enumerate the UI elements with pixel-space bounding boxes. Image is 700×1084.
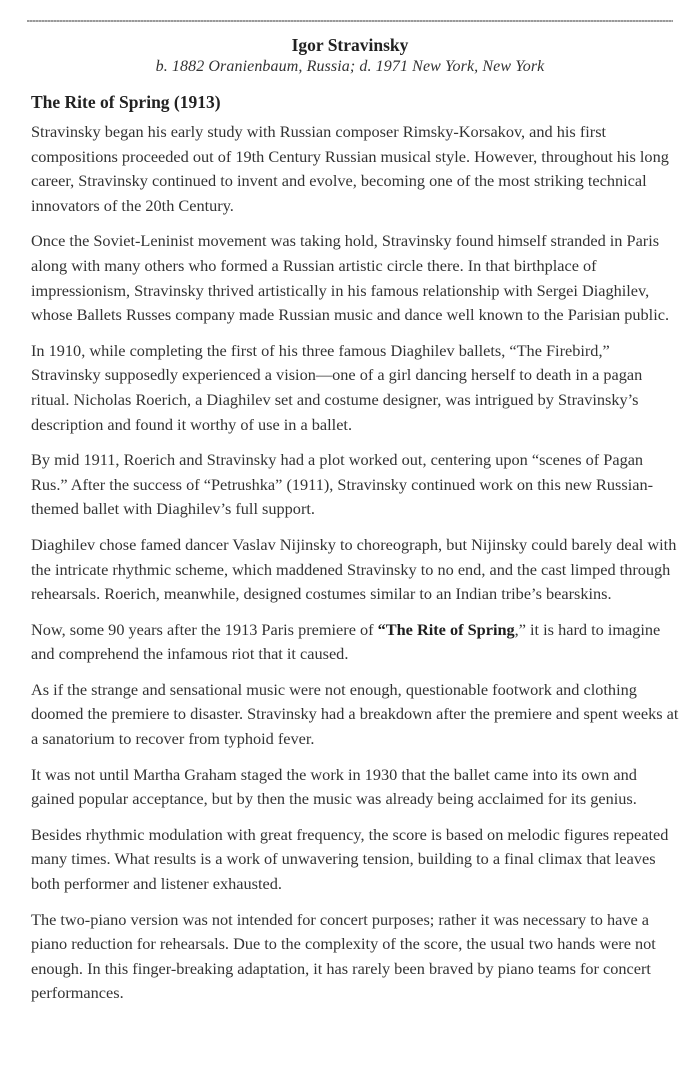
top-rule xyxy=(27,20,673,22)
composer-header xyxy=(0,34,700,78)
paragraph-premiere xyxy=(31,618,681,667)
paragraph: By mid 1911, Roerich and Stravinsky had a plot worked out, centering upon “scenes of Pagan Rus.” After the success of “Petrushka” (1911), Stravinsky continued work on this new Russian-themed ballet with Diaghilev’s full support. xyxy=(31,450,654,519)
paragraph: Besides rhythmic modulation with great frequency, the score is based on melodic figures repeated many times. What results is a work of unwavering tension, building to a final climax that leaves both performer and listener exhausted. xyxy=(31,824,669,894)
paragraph: Once the Soviet-Leninist movement was taking hold, Stravinsky found himself stranded in Paris along with many others who formed a Russian artistic circle there. In that birthplace of impressionism, Stravinsky thrived artistically in his famous relationship with Sergei Diaghilev, whose Ballets Russes company made Russian music and dance well known to the Parisian public. xyxy=(31,231,670,325)
work-title-bold: “The Rite of Spring xyxy=(377,619,515,639)
paragraph: Stravinsky began his early study with Russian composer Rimsky-Korsakov, and his first compositions proceeded out of 19th Century Russian musical style. However, throughout his long career, Stravinsky continued to invent and evolve, becoming one of the most striking technical innovators of the 20th Century. xyxy=(31,122,669,215)
composer-name: Igor Stravinsky xyxy=(291,35,409,55)
section-title: The Rite of Spring (1913) xyxy=(31,92,221,112)
paragraph: Diaghilev chose famed dancer Vaslav Nijinsky to choreograph, but Nijinsky could barely deal with the intricate rhythmic scheme, which maddened Stravinsky to no end, and the cast limped through rehearsals. Roerich, meanwhile, designed costumes similar to an Indian tribe’s bearskins. xyxy=(31,534,677,604)
text-run: Now, some 90 years after the 1913 Paris premiere of xyxy=(31,619,378,639)
text-run: ,” it is hard to imagine and comprehend the infamous riot that it caused. xyxy=(31,619,661,664)
paragraph: As if the strange and sensational music were not enough, questionable footwork and clothing doomed the premiere to disaster. Stravinsky had a breakdown after the premiere and spent weeks at a sanatorium to recover from typhoid fever. xyxy=(31,679,679,749)
paragraph: The two-piano version was not intended for concert purposes; rather it was necessary to have a piano reduction for rehearsals. Due to the complexity of the score, the usual two hands were not enough. In this finger-breaking adaptation, it has rarely been braved by piano teams for concert performances. xyxy=(31,909,656,1003)
composer-lifespan: b. 1882 Oranienbaum, Russia; d. 1971 New York, New York xyxy=(155,58,545,75)
program-notes xyxy=(31,90,681,1017)
paragraph: In 1910, while completing the first of his three famous Diaghilev ballets, “The Firebird,” Stravinsky supposedly experienced a vision—one of a girl dancing herself to death in a pagan ritual. Nicholas Roerich, a Diaghilev set and costume designer, was intrigued by Stravinsky’s description and found it worthy of use in a ballet. xyxy=(31,340,643,434)
paragraph: It was not until Martha Graham staged the work in 1930 that the ballet came into its own and gained popular acceptance, but by then the music was already being acclaimed for its genius. xyxy=(31,764,637,809)
